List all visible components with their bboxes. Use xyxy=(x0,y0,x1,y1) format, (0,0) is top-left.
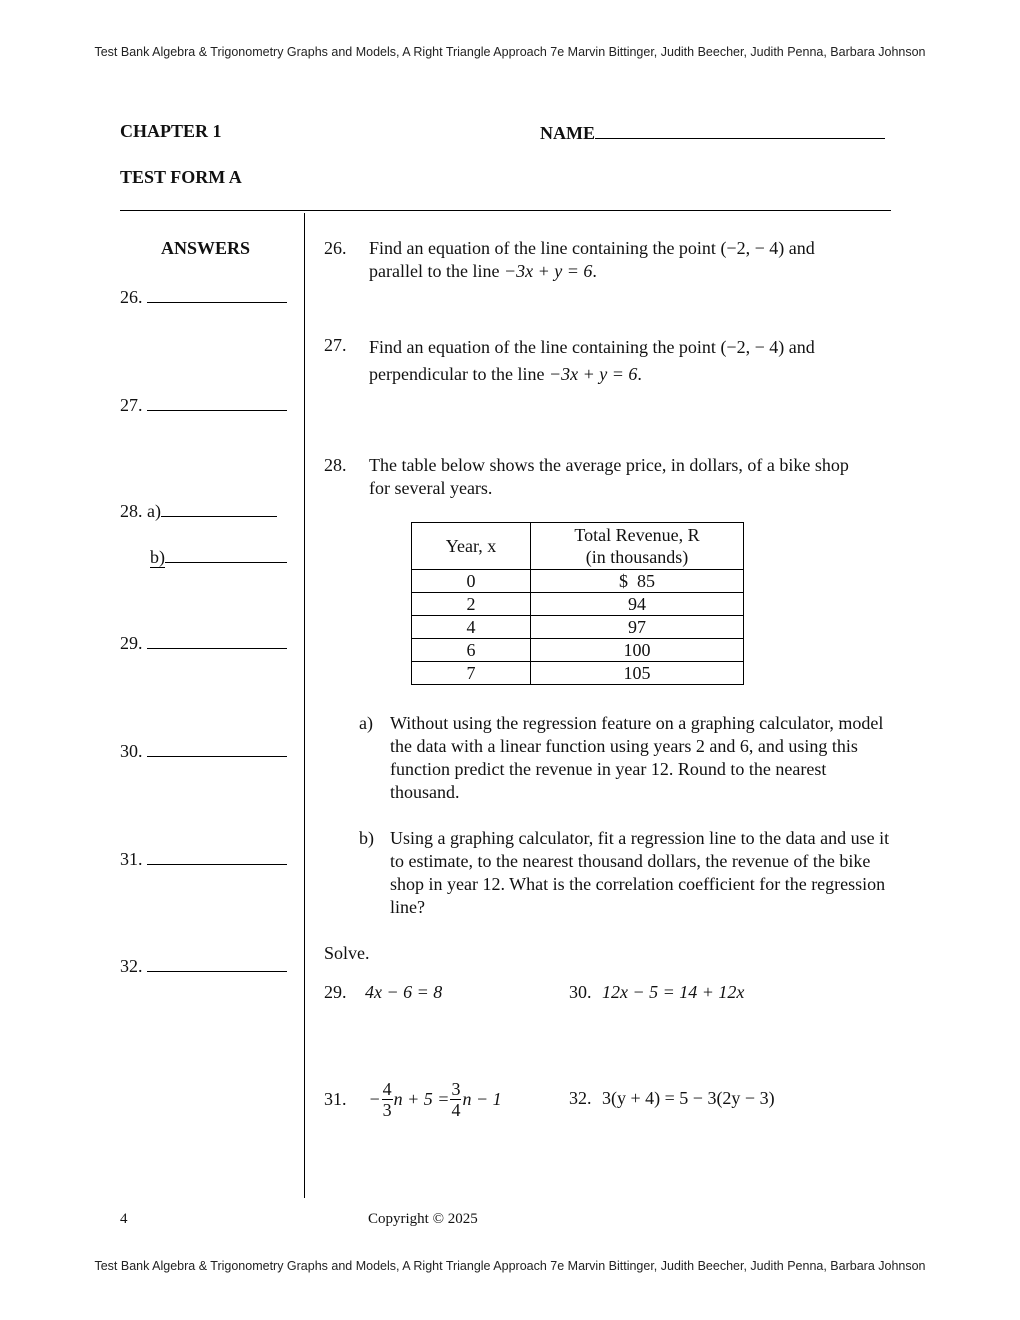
question-31-middle: n + 5 = xyxy=(393,1088,450,1109)
question-27-line2: perpendicular to the line xyxy=(369,364,545,384)
question-28-number: 28. xyxy=(324,455,347,475)
question-32-equation: 3(y + 4) = 5 − 3(2y − 3) xyxy=(602,1088,775,1108)
table-cell-revenue: 100 xyxy=(531,639,744,662)
copyright: Copyright © 2025 xyxy=(368,1211,478,1227)
test-form-title: TEST FORM A xyxy=(120,167,242,187)
question-27-line1: Find an equation of the line containing the point xyxy=(369,337,716,357)
question-29-equation: 4x − 6 = 8 xyxy=(365,982,443,1002)
answer-29-label: 29. xyxy=(120,633,143,653)
answer-30 xyxy=(120,738,287,763)
answer-31 xyxy=(120,846,287,871)
fraction-4-3: $\frac{4}{3}$ xyxy=(382,1078,392,1120)
answer-28a-blank[interactable] xyxy=(161,498,277,517)
table-cell-year: 2 xyxy=(412,593,531,616)
chapter-title: CHAPTER 1 xyxy=(120,121,222,141)
question-27-period: . xyxy=(637,364,642,384)
fraction-3-4: $\frac{3}{4}$ xyxy=(451,1078,461,1120)
question-26-line1: Find an equation of the line containing the point xyxy=(369,238,716,258)
question-31-tail: n − 1 xyxy=(462,1088,502,1109)
name-field-label xyxy=(540,120,885,145)
question-27-text xyxy=(369,334,909,388)
table-cell-revenue: 97 xyxy=(531,616,744,639)
question-26-text xyxy=(369,237,909,283)
question-31 xyxy=(324,1073,502,1125)
header-divider xyxy=(120,210,891,211)
question-30-equation: 12x − 5 = 14 + 12x xyxy=(602,982,745,1002)
table-cell-year: 6 xyxy=(412,639,531,662)
answer-31-blank[interactable] xyxy=(147,846,287,865)
question-26-point: (−2, − 4) xyxy=(720,238,785,258)
answer-28b xyxy=(150,544,287,569)
question-27-point: (−2, − 4) xyxy=(720,337,785,357)
answer-32-label: 32. xyxy=(120,956,143,976)
table-row xyxy=(412,639,744,662)
footer-banner: Test Bank Algebra & Trigonometry Graphs and Models, A Right Triangle Approach 7e Marvin Bittinger, Judith Beecher, Judith Penna, Barbara Johnson xyxy=(94,1259,926,1273)
name-label: NAME xyxy=(540,123,595,143)
question-26-number: 26. xyxy=(324,238,347,258)
answer-29-blank[interactable] xyxy=(147,630,287,649)
question-30-number: 30. xyxy=(569,982,592,1002)
table-row xyxy=(412,662,744,685)
table-cell-year: 0 xyxy=(412,570,531,593)
table-cell-year: 4 xyxy=(412,616,531,639)
question-30 xyxy=(569,981,744,1004)
answer-28a xyxy=(120,498,277,523)
table-row xyxy=(412,616,744,639)
name-blank[interactable] xyxy=(595,120,885,139)
solve-instruction: Solve. xyxy=(324,943,370,963)
header-banner: Test Bank Algebra & Trigonometry Graphs and Models, A Right Triangle Approach 7e Marvin Bittinger, Judith Beecher, Judith Penna, Barbara Johnson xyxy=(94,45,926,59)
question-29 xyxy=(324,981,442,1004)
table-cell-revenue: $ 85 xyxy=(531,570,744,593)
question-29-number: 29. xyxy=(324,982,347,1002)
table-header-year: Year, x xyxy=(412,523,531,570)
question-28b-label: b) xyxy=(359,828,374,848)
answer-26-blank[interactable] xyxy=(147,284,287,303)
question-27-and: and xyxy=(788,337,815,357)
answer-28a-label: 28. a) xyxy=(120,501,161,521)
question-32 xyxy=(569,1087,775,1110)
answer-30-blank[interactable] xyxy=(147,738,287,757)
answers-heading: ANSWERS xyxy=(161,238,251,258)
answer-27 xyxy=(120,392,287,417)
question-26-equation: −3x + y = 6 xyxy=(503,261,593,281)
question-26-line2: parallel to the line xyxy=(369,261,500,281)
answer-31-label: 31. xyxy=(120,849,143,869)
question-27-number: 27. xyxy=(324,335,347,355)
table-row xyxy=(412,570,744,593)
column-divider xyxy=(304,213,305,1198)
page-number: 4 xyxy=(120,1211,128,1227)
question-31-number: 31. xyxy=(324,1088,347,1109)
question-31-minus: − xyxy=(368,1088,381,1109)
answer-27-label: 27. xyxy=(120,395,143,415)
question-32-number: 32. xyxy=(569,1088,592,1108)
answer-30-label: 30. xyxy=(120,741,143,761)
table-header-revenue: Total Revenue, R (in thousands) xyxy=(531,523,744,570)
answer-26-label: 26. xyxy=(120,287,143,307)
answer-32-blank[interactable] xyxy=(147,953,287,972)
question-26-and: and xyxy=(788,238,815,258)
table-cell-revenue: 94 xyxy=(531,593,744,616)
question-28a-text: Without using the regression feature on a graphing calculator, model the data with a linear function using years 2 and 6, and using this function predict the revenue in year 12. Round to the nearest thousand. xyxy=(390,713,884,802)
table-cell-year: 7 xyxy=(412,662,531,685)
question-31-equation xyxy=(369,1079,502,1120)
question-26-period: . xyxy=(592,261,597,281)
answer-28b-label: b) xyxy=(150,547,165,567)
answer-27-blank[interactable] xyxy=(147,392,287,411)
question-27-equation: −3x + y = 6 xyxy=(548,364,638,384)
revenue-table xyxy=(411,522,744,685)
answer-28b-blank[interactable] xyxy=(165,544,287,563)
question-28b-text: Using a graphing calculator, fit a regression line to the data and use it to estimate, to the nearest thousand dollars, the revenue of the bike shop in year 12. What is the correlation coefficient for the regression line? xyxy=(390,828,890,917)
table-row xyxy=(412,593,744,616)
table-cell-revenue: 105 xyxy=(531,662,744,685)
answer-29 xyxy=(120,630,287,655)
answer-26 xyxy=(120,284,287,309)
question-28a-label: a) xyxy=(359,713,373,733)
table-header-row xyxy=(412,523,744,570)
question-28-text: The table below shows the average price, in dollars, of a bike shop for several years. xyxy=(369,455,849,498)
answer-32 xyxy=(120,953,287,978)
